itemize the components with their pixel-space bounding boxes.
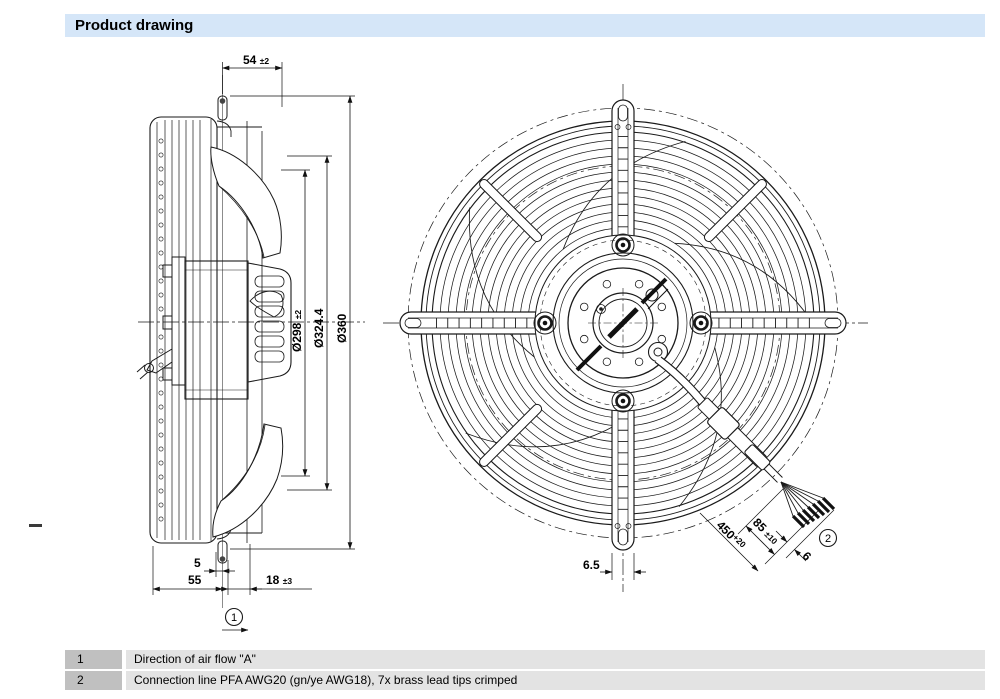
side-view-fan <box>137 75 365 608</box>
legend-row-1 <box>65 650 985 669</box>
dim-cable-length-label: $450^{+20}$ <box>713 518 748 550</box>
dim-strut-label: 6.5 <box>583 558 600 572</box>
cable-gland <box>137 349 172 379</box>
dim-strip-length-label: 85 ±10 <box>749 515 780 547</box>
dim-tip-length-label: 6 <box>799 548 815 564</box>
svg-text:1: 1 <box>230 612 238 624</box>
dim-flange-label: 5 <box>194 556 201 570</box>
dim-d360-label: Ø360 <box>335 313 349 343</box>
legend-row-1-number: 1 <box>65 650 122 669</box>
margin-tick <box>29 524 42 527</box>
lead-wires <box>781 482 823 516</box>
front-view-fan <box>383 84 868 592</box>
guard-wire-sections <box>159 139 163 521</box>
dim-d324-label: Ø324.4 <box>312 308 326 348</box>
crimped-lead-tips <box>793 498 834 527</box>
legend-row-2 <box>65 671 985 690</box>
rotor-bell <box>248 263 291 382</box>
legend-row-1-text: Direction of air flow "A" <box>126 650 985 669</box>
dim-depth-label: 54 ±2 <box>243 53 270 67</box>
callout-1-airflow <box>222 609 248 631</box>
svg-text:2: 2 <box>824 533 832 545</box>
dim-inlet-label: 18 ±3 <box>266 573 293 587</box>
page-title: Product drawing <box>75 17 194 34</box>
legend-row-2-text: Connection line PFA AWG20 (gn/ye AWG18), 7x brass lead tips crimped <box>126 671 985 690</box>
motor-body <box>163 257 248 399</box>
dim-d298-label: Ø298 ±2 <box>290 309 304 352</box>
legend-row-2-number: 2 <box>65 671 122 690</box>
callout-2-cable <box>820 530 837 547</box>
dim-guard-depth-label: 55 <box>188 573 202 587</box>
